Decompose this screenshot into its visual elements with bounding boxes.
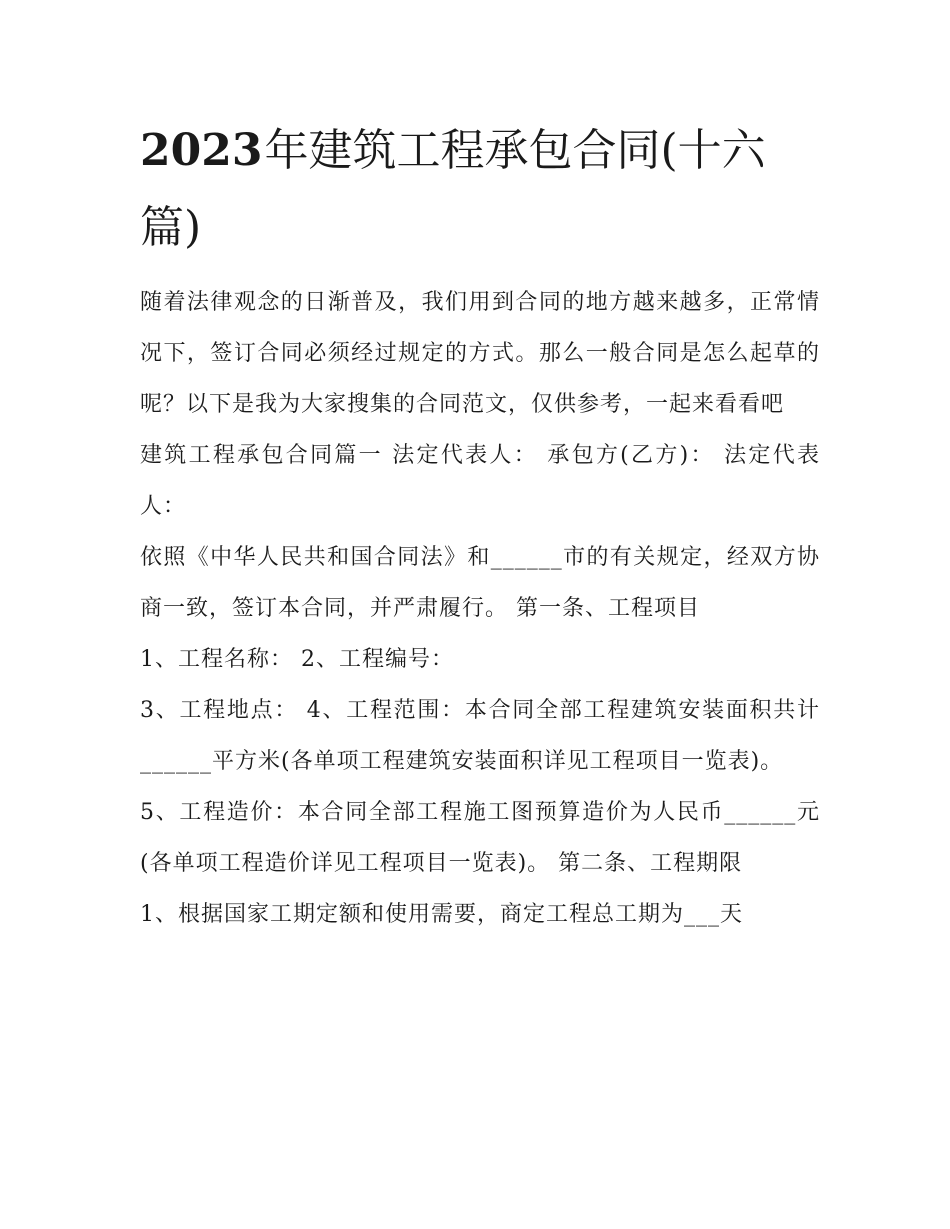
contract-parties-paragraph: 建筑工程承包合同篇一 法定代表人： 承包方(乙方)： 法定代表人： bbox=[140, 443, 820, 519]
title-year: 2023 bbox=[140, 125, 263, 176]
title-text: 年建筑工程承包合同(十六篇) bbox=[140, 125, 766, 253]
project-scope-paragraph: 3、工程地点： 4、工程范围：本合同全部工程建筑安装面积共计______平方米(各单项工程建筑安装面积详见工程项目一览表)。 bbox=[140, 698, 820, 774]
intro-paragraph: 随着法律观念的日渐普及，我们用到合同的地方越来越多，正常情况下，签订合同必须经过规定的方式。那么一般合同是怎么起草的呢？以下是我为大家搜集的合同范文，仅供参考，一起来看看吧 bbox=[140, 290, 820, 417]
document-body bbox=[140, 277, 820, 940]
project-name-paragraph: 1、工程名称： 2、工程编号： bbox=[140, 647, 454, 672]
document-title bbox=[140, 112, 820, 266]
legal-basis-paragraph: 依照《中华人民共和国合同法》和______市的有关规定，经双方协商一致，签订本合同，并严肃履行。 第一条、工程项目 bbox=[140, 545, 820, 621]
project-cost-paragraph: 5、工程造价：本合同全部工程施工图预算造价为人民币______元(各单项工程造价详见工程项目一览表)。 第二条、工程期限 bbox=[140, 800, 820, 876]
project-duration-paragraph: 1、根据国家工期定额和使用需要，商定工程总工期为___天 bbox=[140, 902, 743, 927]
